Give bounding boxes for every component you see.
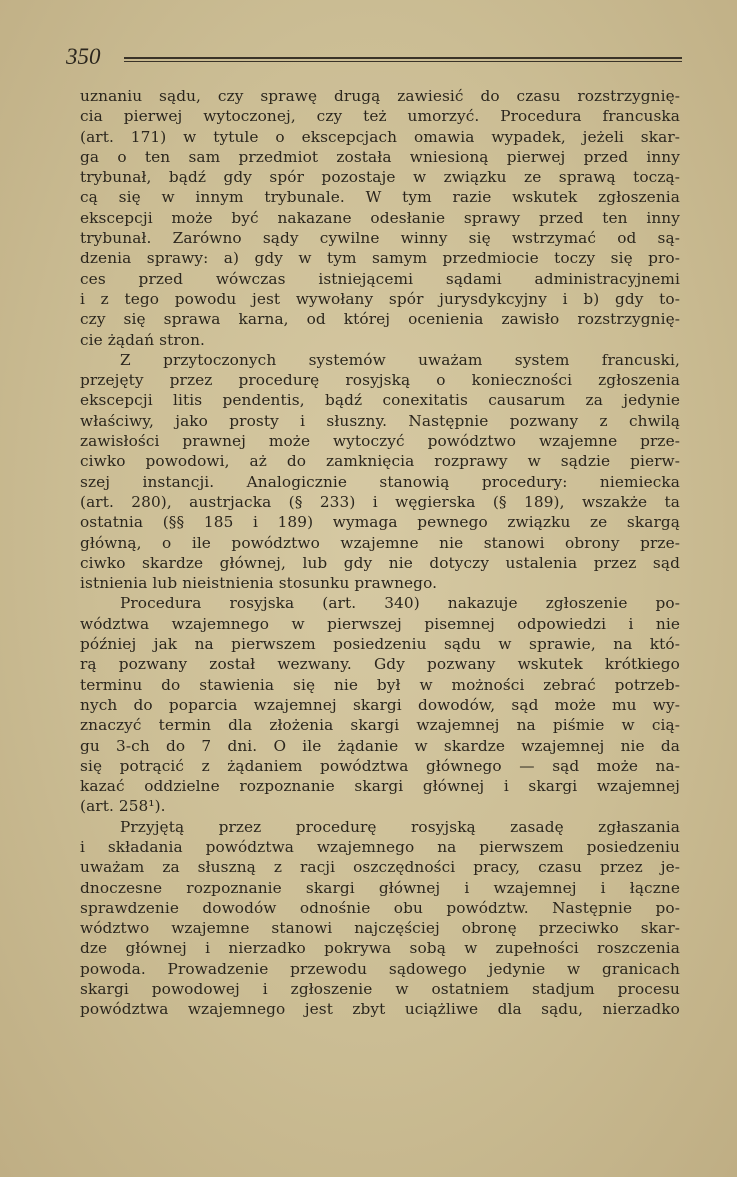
text-line: ciwko skardze głównej, lub gdy nie dotyczy ustalenia przez sąd	[80, 553, 680, 572]
text-line: powództwa wzajemnego jest zbyt uciążliwe dla sądu, nierzadko	[80, 1000, 680, 1019]
text-line: trybunał. Zarówno sądy cywilne winny się wstrzymać od są-	[80, 229, 680, 248]
text-line: (art. 280), austrjacka (§ 233) i węgierska (§ 189), wszakże ta	[80, 492, 680, 511]
text-line: nych do poparcia wzajemnej skargi dowodów, sąd może mu wy-	[80, 695, 680, 714]
text-line: czy się sprawa karna, od której ocenienia zawisło rozstrzygnię-	[80, 310, 680, 329]
text-line: się potrącić z żądaniem powództwa głównego — sąd może na-	[80, 756, 680, 775]
text-line: ostatnia (§§ 185 i 189) wymaga pewnego związku ze skargą	[80, 513, 680, 532]
text-line: rą pozwany został wezwany. Gdy pozwany wskutek krótkiego	[80, 655, 680, 674]
text-line: trybunał, bądź gdy spór pozostaje w związku ze sprawą toczą-	[80, 168, 680, 187]
text-line: Przyjętą przez procedurę rosyjską zasadę zgłaszania	[120, 817, 680, 836]
paragraph-4	[80, 817, 680, 1020]
text-line: Z przytoczonych systemów uważam system francuski,	[120, 350, 680, 369]
text-line: wództwo wzajemne stanowi najczęściej obronę przeciwko skar-	[80, 919, 680, 938]
text-line: (art. 258¹).	[80, 797, 166, 816]
paragraph-1	[80, 86, 680, 350]
text-line: znaczyć termin dla złożenia skargi wzajemnej na piśmie w cią-	[80, 716, 680, 735]
text-line: przejęty przez procedurę rosyjską o konieczności zgłoszenia	[80, 371, 680, 390]
text-line: ces przed wówczas istniejącemi sądami administracyjnemi	[80, 269, 680, 288]
text-line: dnoczesne rozpoznanie skargi głównej i wzajemnej i łączne	[80, 878, 680, 897]
text-line: skargi powodowej i zgłoszenie w ostatniem stadjum procesu	[80, 980, 680, 999]
text-line: cą się w innym trybunale. W tym razie wskutek zgłoszenia	[80, 188, 680, 207]
paragraph-2	[80, 350, 680, 594]
text-line: ekscepcji litis pendentis, bądź conexitatis causarum za jedynie	[80, 391, 680, 410]
header-rule	[124, 57, 682, 62]
text-line: kazać oddzielne rozpoznanie skargi głównej i skargi wzajemnej	[80, 777, 680, 796]
text-line: dzenia sprawy: a) gdy w tym samym przedmiocie toczy się pro-	[80, 249, 680, 268]
text-line: istnienia lub nieistnienia stosunku prawnego.	[80, 574, 438, 593]
text-line: zawisłości prawnej może wytoczyć powództwo wzajemne prze-	[80, 432, 680, 451]
text-line: ekscepcji może być nakazane odesłanie sprawy przed ten inny	[80, 208, 680, 227]
text-line: właściwy, jako prosty i słuszny. Następnie pozwany z chwilą	[80, 411, 680, 430]
page-header	[66, 44, 682, 74]
text-line: sprawdzenie dowodów odnośnie obu powództw. Następnie po-	[80, 898, 680, 917]
paragraph-3	[80, 593, 680, 816]
body-text	[80, 86, 680, 1020]
text-line: ciwko powodowi, aż do zamknięcia rozprawy w sądzie pierw-	[80, 452, 680, 471]
text-line: Procedura rosyjska (art. 340) nakazuje zgłoszenie po-	[120, 594, 680, 613]
text-line: i z tego powodu jest wywołany spór jurysdykcyjny i b) gdy to-	[80, 289, 680, 308]
text-line: cia pierwej wytoczonej, czy też umorzyć. Procedura francuska	[80, 107, 680, 126]
text-line: uważam za słuszną z racji oszczędności pracy, czasu przez je-	[80, 858, 680, 877]
text-line: główną, o ile powództwo wzajemne nie stanowi obrony prze-	[80, 533, 680, 552]
text-line: uznaniu sądu, czy sprawę drugą zawiesić do czasu rozstrzygnię-	[80, 87, 680, 105]
text-line: wództwa wzajemnego w pierwszej pisemnej odpowiedzi i nie	[80, 614, 680, 633]
text-line: i składania powództwa wzajemnego na pierwszem posiedzeniu	[80, 837, 680, 856]
text-line: powoda. Prowadzenie przewodu sądowego jedynie w granicach	[80, 959, 680, 978]
text-line: cie żądań stron.	[80, 330, 206, 349]
text-line: gu 3-ch do 7 dni. O ile żądanie w skardze wzajemnej nie da	[80, 736, 680, 755]
page-number: 350	[66, 44, 101, 69]
text-line: ga o ten sam przedmiot została wniesioną pierwej przed inny	[80, 147, 680, 166]
text-line: (art. 171) w tytule o ekscepcjach omawia wypadek, jeżeli skar-	[80, 127, 680, 146]
text-line: terminu do stawienia się nie był w możności zebrać potrzeb-	[80, 675, 680, 694]
text-line: później jak na pierwszem posiedzeniu sądu w sprawie, na któ-	[80, 635, 680, 654]
text-line: dze głównej i nierzadko pokrywa sobą w zupełności roszczenia	[80, 939, 680, 958]
text-line: szej instancji. Analogicznie stanowią procedury: niemiecka	[80, 472, 680, 491]
